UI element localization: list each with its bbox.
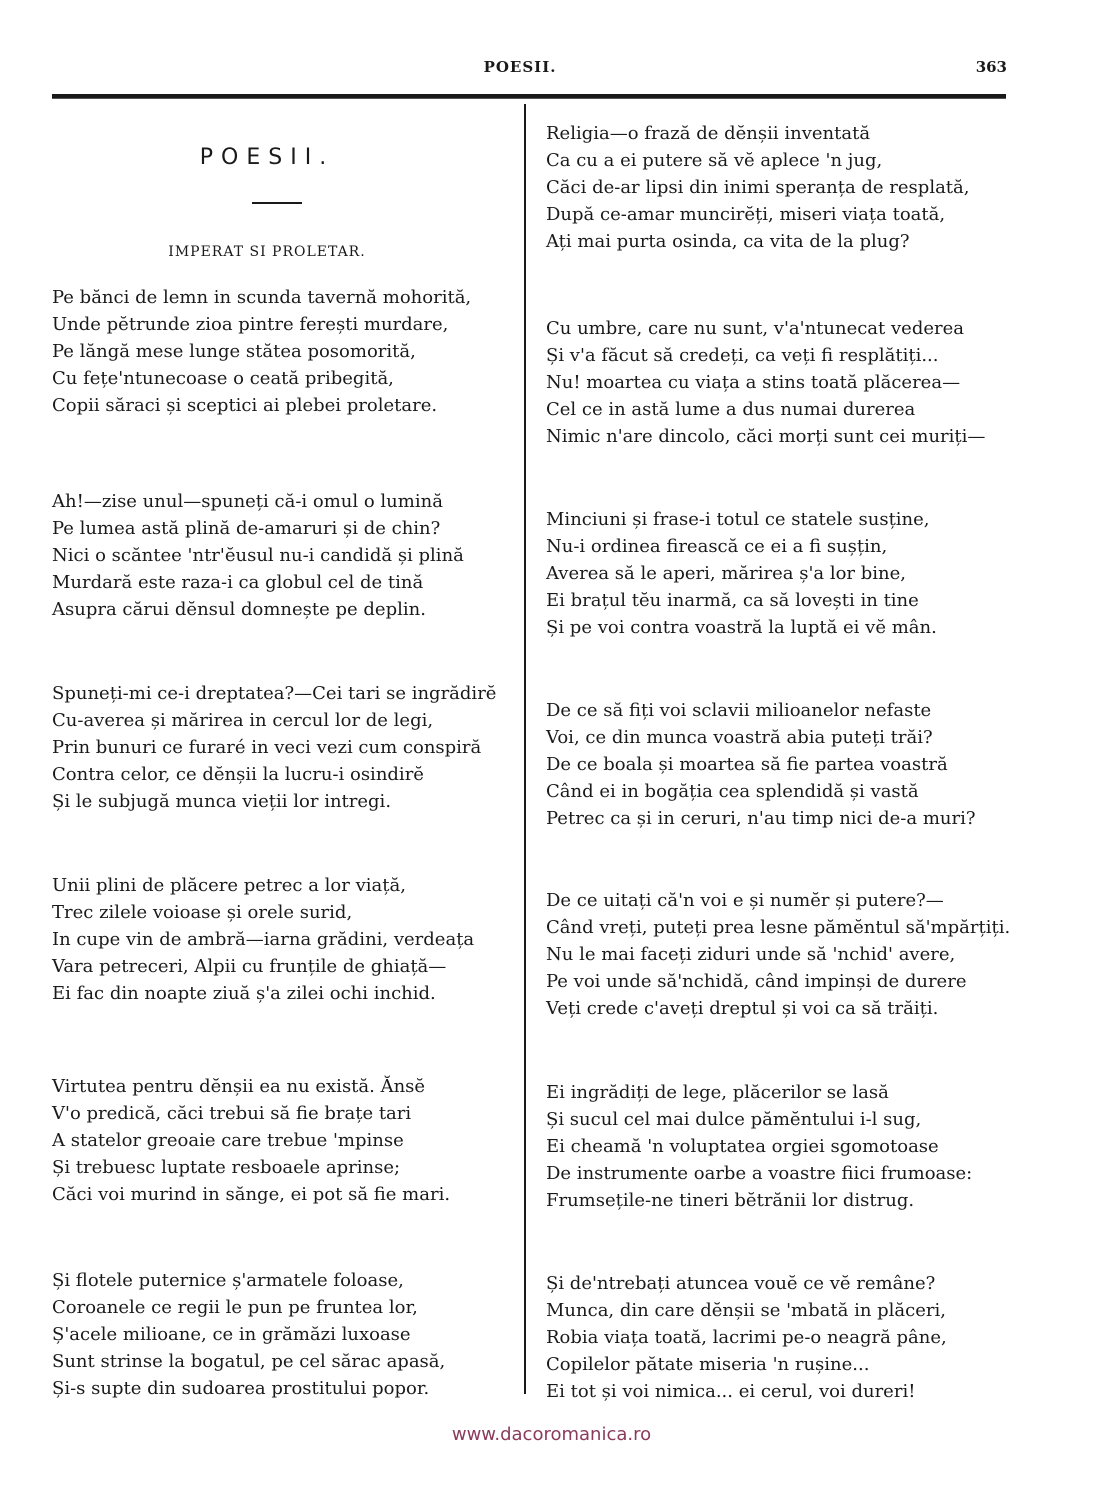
stanza [52,488,464,623]
column-divider [524,104,526,1394]
verse-line: Voi, ce din munca voastră abia puteți trăi? [546,727,933,748]
verse-line: Munca, din care dĕnșii se 'mbată in plăceri, [546,1300,946,1321]
verse-line: Prin bunuri ce furaré in veci vezi cum conspiră [52,737,482,758]
verse-line: Trec zilele voioase și orele surid, [52,902,353,923]
stanza [546,887,1010,1022]
verse-line: Ați mai purta osinda, ca vita de la plug? [546,231,910,252]
verse-line: Copilelor pătate miseria 'n rușine... [546,1354,870,1375]
verse-line: Murdară este raza-i ca globul cel de tină [52,572,424,593]
stanza [546,506,937,641]
page-number: 363 [975,58,1007,76]
verse-line: Ei brațul tĕu inarmă, ca să lovești in tine [546,590,919,611]
verse-line: Și de'ntrebați atuncea vouĕ ce vĕ remâne? [546,1273,936,1294]
verse-line: Când vreți, puteți prea lesne pămĕntul să'mpărțiți. [546,917,1011,938]
verse-line: Ei cheamă 'n voluptatea orgiei sgomotoase [546,1136,939,1157]
verse-line: Nu-i ordinea firească ce ei a fi sușțin, [546,536,888,557]
verse-line: Și v'a făcut să credeți, ca veți fi resplătiți... [546,345,939,366]
verse-line: Cu umbre, care nu sunt, v'a'ntunecat vederea [546,318,964,339]
verse-line: Pe voi unde să'nchidă, când impinși de durere [546,971,967,992]
verse-line: Și pe voi contra voastră la luptă ei vĕ mân. [546,617,937,638]
stanza [52,1073,450,1208]
verse-line: Robia viața toată, lacrimi pe-o neagră pâne, [546,1327,947,1348]
stanza [546,315,985,450]
verse-line: Pe lăngă mese lunge stătea posomorită, [52,341,416,362]
verse-line: De instrumente oarbe a voastre fiici frumoase: [546,1163,973,1184]
verse-line: Nu le mai faceți ziduri unde să 'nchid' avere, [546,944,956,965]
verse-line: A statelor greoaie care trebue 'mpinse [52,1130,404,1151]
verse-line: Și-s supte din sudoarea prostitului popor. [52,1378,430,1399]
running-head [0,58,1103,82]
stanza [546,1079,972,1214]
verse-line: Asupra cărui dĕnsul domnește pe deplin. [52,599,426,620]
verse-line: Contra celor, ce dĕnșii la lucru-i osindirĕ [52,764,424,785]
verse-line: Ei fac din noapte ziuă ș'a zilei ochi inchid. [52,983,436,1004]
verse-line: Sunt strinse la bogatul, pe cel sărac apasă, [52,1351,446,1372]
verse-line: Frumsețile-ne tineri bĕtrănii lor distrug. [546,1190,915,1211]
stanza [546,1270,947,1405]
verse-line: Spuneți-mi ce-i dreptatea?—Cei tari se ingrădirĕ [52,683,497,704]
verse-line: Ș'acele milioane, ce in grămăzi luxoase [52,1324,411,1345]
verse-line: Cel ce in astă lume a dus numai durerea [546,399,916,420]
verse-line: De ce uitați că'n voi e și numĕr și putere?— [546,890,944,911]
verse-line: Nu! moartea cu viața a stins toată plăcerea— [546,372,961,393]
header-rule [52,94,1006,99]
verse-line: Ei ingrădiți de lege, plăcerilor se lasă [546,1082,889,1103]
verse-line: Copii săraci și sceptici ai plebei proletare. [52,395,438,416]
verse-line: Ca cu a ei putere să vĕ aplece 'n jug, [546,150,883,171]
verse-line: Căci de-ar lipsi din inimi speranța de resplată, [546,177,970,198]
verse-line: Și sucul cel mai dulce pămĕntului i-l sug, [546,1109,922,1130]
verse-line: De ce să fiți voi sclavii milioanelor nefaste [546,700,932,721]
verse-line: Pe bănci de lemn in scunda tavernă mohorită, [52,287,472,308]
stanza [52,1267,445,1402]
verse-line: Pe lumea astă plină de-amaruri și de chin? [52,518,441,539]
verse-line: Cu-averea și mărirea in cercul lor de legi, [52,710,434,731]
verse-line: Ah!—zise unul—spuneți că-i omul o lumină [52,491,443,512]
verse-line: După ce-amar muncirĕți, miseri viața toată, [546,204,946,225]
heading-rule [252,202,302,204]
verse-line: Veți crede c'aveți dreptul și voi ca să trăiți. [546,998,939,1019]
verse-line: De ce boala și moartea să fie partea voastră [546,754,948,775]
verse-line: Când ei in bogăția cea splendidă și vastă [546,781,919,802]
verse-line: Căci voi murind in sănge, ei pot să fie mari. [52,1184,451,1205]
verse-line: Petrec ca și in ceruri, n'au timp nici de-a muri? [546,808,976,829]
verse-line: Religia—o frază de dĕnșii inventată [546,123,871,144]
verse-line: Ei tot și voi nimica... ei cerul, voi dureri! [546,1381,916,1402]
verse-line: In cupe vin de ambră—iarna grădini, verdeața [52,929,475,950]
running-title: POESII. [483,58,557,76]
verse-line: Virtutea pentru dĕnșii ea nu există. Ănsĕ [52,1076,426,1097]
verse-line: Nici o scăntee 'ntr'ĕusul nu-i candidă și plină [52,545,464,566]
verse-line: Coroanele ce regii le pun pe fruntea lor, [52,1297,418,1318]
poem-heading: POESII. [199,145,335,170]
verse-line: V'o predică, căci trebui să fie brațe tari [52,1103,412,1124]
verse-line: Vara petreceri, Alpii cu frunțile de ghiață— [52,956,447,977]
source-watermark: www.dacoromanica.ro [451,1424,652,1445]
stanza [546,697,976,832]
verse-line: Cu fețe'ntunecoase o ceată pribegită, [52,368,394,389]
poem-subtitle: IMPERAT SI PROLETAR. [168,244,366,260]
stanza [52,284,471,419]
verse-line: Și trebuesc luptate resboaele aprinse; [52,1157,401,1178]
verse-line: Unde pĕtrunde zioa pintre ferești murdare, [52,314,449,335]
stanza [52,872,474,1007]
stanza [546,120,970,255]
verse-line: Nimic n'are dincolo, căci morți sunt cei muriți— [546,426,986,447]
verse-line: Averea să le aperi, mărirea ș'a lor bine, [546,563,907,584]
verse-line: Și le subjugă munca vieții lor intregi. [52,791,392,812]
verse-line: Minciuni și frase-i totul ce statele susține, [546,509,930,530]
verse-line: Unii plini de plăcere petrec a lor viață, [52,875,406,896]
stanza [52,680,496,815]
verse-line: Și flotele puternice ș'armatele foloase, [52,1270,404,1291]
